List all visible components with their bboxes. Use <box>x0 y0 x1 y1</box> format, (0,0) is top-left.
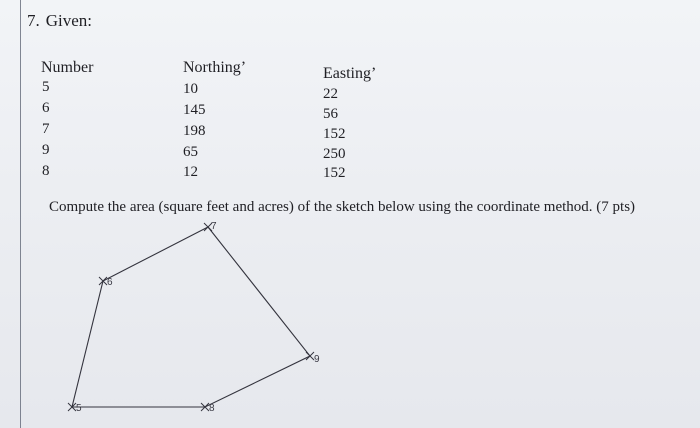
point-label-8: 8 <box>209 403 215 414</box>
cell-easting: 152 <box>323 126 346 142</box>
cell-easting: 22 <box>323 86 338 102</box>
traverse-polygon <box>72 227 310 407</box>
point-marker-9 <box>306 352 314 360</box>
cell-number: 9 <box>42 142 50 158</box>
column-header-number: Number <box>41 59 94 76</box>
cell-northing: 10 <box>183 81 198 97</box>
cell-number: 6 <box>42 100 50 116</box>
cell-northing: 65 <box>183 144 198 160</box>
question-title: Given: <box>45 11 93 30</box>
cell-northing: 12 <box>183 164 198 180</box>
cell-number: 8 <box>42 163 50 179</box>
point-marker-6 <box>99 277 107 285</box>
point-label-9: 9 <box>314 354 320 365</box>
cell-easting: 250 <box>323 146 346 162</box>
column-header-northing: Northing’ <box>183 59 247 76</box>
cell-northing: 198 <box>183 123 206 139</box>
point-label-7: 7 <box>211 221 217 232</box>
cell-easting: 152 <box>323 165 346 181</box>
column-header-easting: Easting’ <box>323 65 377 82</box>
point-label-5: 5 <box>76 403 82 414</box>
instruction-text: Compute the area (square feet and acres) of the sketch below using the coordinate method. (7 pts) <box>49 199 636 215</box>
question-number: 7. <box>27 11 40 30</box>
cell-number: 7 <box>42 121 50 137</box>
cell-number: 5 <box>42 79 50 95</box>
point-label-6: 6 <box>107 277 113 288</box>
cell-northing: 145 <box>183 102 206 118</box>
cell-easting: 56 <box>323 106 338 122</box>
